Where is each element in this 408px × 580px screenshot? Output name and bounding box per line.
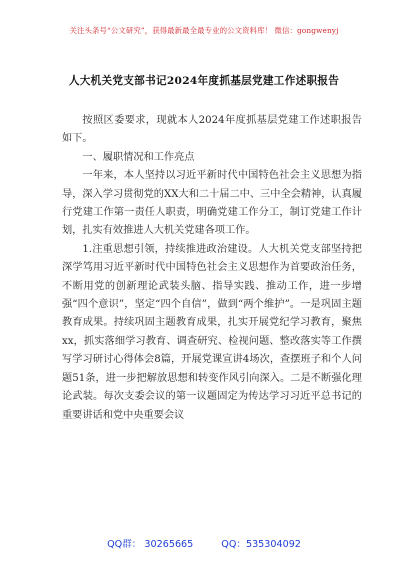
promo-banner: 关注头条号“公文研究”，获得最新最全最专业的公文资料库！ 微信：gongwenyj — [69, 26, 339, 35]
qq-number: QQ：535304092 — [221, 539, 301, 550]
qq-group-number: QQ群： 30265665 — [107, 539, 194, 550]
document-title: 人大机关党支部书记2024年度抓基层党建工作述职报告 — [68, 75, 340, 87]
section-heading: 一、履职情况和工作亮点 — [82, 151, 195, 163]
contact-footer — [0, 536, 408, 550]
paragraph-item-1: 1.注重思想引领，持续推进政治建设。人大机关党支部坚持把深学笃用习近平新时代中国特色社会主义思想作为首要政治任务，不断用党的创新理论武装头脑、指导实践、推动工作，进一步增强“四个意识”，坚定“四个自信”，做到“两个维护”。一是巩固主题教育成果。持续巩固主题教育成果，扎实开展党纪学习教育，聚焦xx，抓实落细学习教育、调查研究、检视问题、整改落实等工作撰写学习研讨心得体会8篇，开展党课宣讲4场次，查摆班子和个人问题51条，进一步把解放思想和转变作风引向深入。二是不断强化理论武装。每次支委会议的第一议题固定为传达学习习近平总书记的重要讲话和党中央重要会议 — [62, 243, 362, 421]
paragraph-intro: 按照区委要求，现就本人2024年度抓基层党建工作述职报告如下。 — [62, 115, 362, 145]
paragraph-overview: 一年来，本人坚持以习近平新时代中国特色社会主义思想为指导，深入学习贯彻党的XX大和二十届二中、三中全会精神，认真履行党建工作第一责任人职责，明确党建工作分工，制订党建工作计划，扎实有效推进人大机关党建各项工作。 — [62, 170, 362, 237]
document-body — [62, 112, 362, 425]
